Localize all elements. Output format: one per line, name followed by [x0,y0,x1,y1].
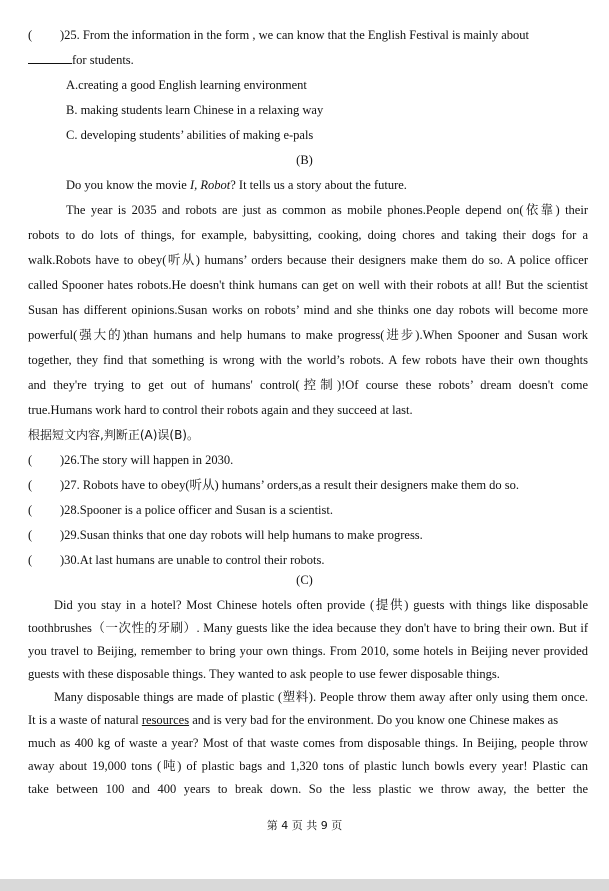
question-30 [28,552,588,568]
question-text: )28.Spooner is a police officer and Susan is a scientist. [60,503,333,517]
question-26 [28,452,588,468]
underlined-word: resources [141,713,190,727]
section-b-intro [66,177,588,193]
instruction: 根据短文内容,判断正(A)误(B)。 [28,428,199,442]
paragraph-line: and they're trying to get out of humans' control(控制)!Of course these robots’ dream doesn't come [28,378,588,392]
answer-paren: ( [28,503,33,517]
answer-paren: ( [28,28,33,42]
answer-paren: ( [28,528,33,542]
section-b-label: (B) [296,153,313,167]
paragraph-line: guests with these disposable things. They wanted to ask people to use fewer disposable things. [28,667,500,681]
movie-title: I, Robot [189,178,231,192]
paragraph-line: Susan has different opinions.Susan works on robots’ mind and she thinks one day robots will become more [28,303,588,317]
paragraph-line: powerful(强大的)than humans and help humans to make progress(进步).When Spooner and Susan work [28,328,588,342]
paragraph-line: you travel to Beijing, remember to bring your own things. From 2010, some hotels in Beijing never provided [28,644,588,658]
intro-text: Do you know the movie [66,178,190,192]
page-bottom-divider [0,879,609,891]
intro-text: ? It tells us a story about the future. [230,178,407,192]
answer-paren: ( [28,478,33,492]
paragraph-line: together, they find that something is wrong with the world’s robots. A few robots have their own thoughts [28,353,588,367]
paragraph-line: The year is 2035 and robots are just as common as mobile phones.People depend on(依靠) their [66,203,588,217]
question-29 [28,527,588,543]
paragraph-line: robots to do lots of things, for example, babysitting, cooking, doing chores and taking their dogs for a [28,228,588,242]
paragraph-line [28,712,588,728]
paragraph-line: away about 19,000 tons (吨) of plastic bags and 1,320 tons of plastic lunch bowls every year! Plastic can [28,759,588,773]
option-b: B. making students learn Chinese in a relaxing way [66,103,324,117]
question-27 [28,477,588,493]
answer-blank [28,52,72,64]
paragraph-line: true.Humans work hard to control their robots again and they succeed at last. [28,403,413,417]
option-a: A.creating a good English learning environment [66,78,307,92]
answer-paren: ( [28,453,33,467]
paragraph-text: It is a waste of natural [28,713,142,727]
paragraph-line: toothbrushes（一次性的牙刷）. Many guests like the idea because they don't have to bring their own. But if [28,621,588,635]
option-c: C. developing students’ abilities of making e-pals [66,128,314,142]
question-text: )29.Susan thinks that one day robots will help humans to make progress. [60,528,423,542]
question-text: )27. Robots have to obey(听从) humans’ orders,as a result their designers make them do so. [60,478,520,492]
question-25 [28,27,588,43]
question-25-tail [28,52,588,68]
paragraph-text: and is very bad for the environment. Do you know one Chinese makes as [189,713,559,727]
paragraph-line: Many disposable things are made of plastic (塑料). People throw them away after only using them once. [54,690,588,704]
question-text: for students. [72,53,134,67]
question-28 [28,502,588,518]
paragraph-line: walk.Robots have to obey(听从) humans’ orders because their designers make them do so. A police officer [28,253,588,267]
paragraph-line: Did you stay in a hotel? Most Chinese hotels often provide (提供) guests with things like disposable [54,598,588,612]
paragraph-line: take between 100 and 400 years to break down. So the less plastic we throw away, the better the [28,782,588,796]
question-text: )26.The story will happen in 2030. [60,453,234,467]
paragraph-line: much as 400 kg of waste a year? Most of that waste comes from disposable things. In Beijing, people throw [28,736,588,750]
question-text: )30.At last humans are unable to control their robots. [60,553,325,567]
paragraph-line: called Spooner hates robots.He doesn't think humans can get on well with their robots at all! But the scientist [28,278,588,292]
section-c-label: (C) [296,573,313,587]
page-number: 第 4 页 共 9 页 [266,819,343,832]
question-text: )25. From the information in the form , we can know that the English Festival is mainly about [60,28,530,42]
answer-paren: ( [28,553,33,567]
